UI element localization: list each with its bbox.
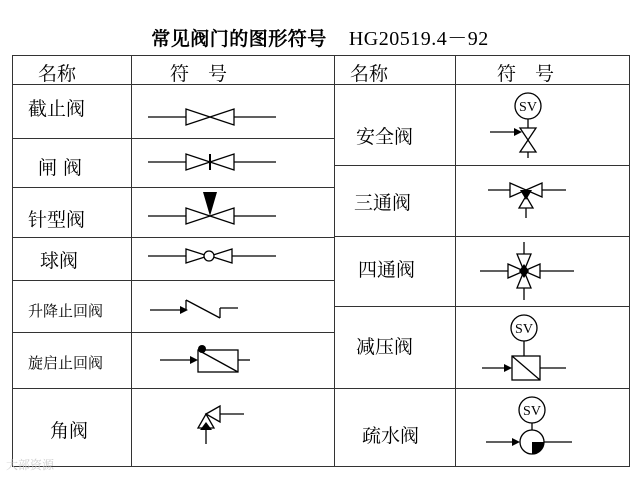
angle-valve-symbol bbox=[192, 402, 252, 446]
row-divider bbox=[12, 187, 334, 188]
title-text: 常见阀门的图形符号 bbox=[151, 28, 327, 50]
valve-name: 四通阀 bbox=[358, 259, 416, 281]
valve-name: 减压阀 bbox=[356, 336, 414, 358]
valve-name: 安全阀 bbox=[356, 126, 414, 148]
needle-valve-symbol bbox=[148, 192, 278, 232]
column-divider bbox=[334, 55, 335, 467]
header-name-left: 名称 bbox=[38, 63, 77, 85]
row-divider bbox=[12, 280, 334, 281]
valve-name: 角阀 bbox=[50, 420, 89, 442]
sv-tag: SV bbox=[519, 100, 537, 115]
valve-name: 闸 阀 bbox=[38, 157, 83, 179]
ball-valve-symbol bbox=[148, 246, 278, 270]
valve-name: 截止阀 bbox=[28, 98, 86, 120]
header-name-right: 名称 bbox=[350, 63, 389, 85]
lift-check-valve-symbol bbox=[150, 296, 240, 322]
row-divider bbox=[12, 138, 334, 139]
header-symbol-left: 符 号 bbox=[170, 63, 228, 85]
three-way-valve-symbol bbox=[488, 178, 568, 218]
row-divider bbox=[12, 388, 334, 389]
standard-code: HG20519.4－92 bbox=[348, 28, 489, 50]
row-divider bbox=[12, 332, 334, 333]
row-divider bbox=[334, 388, 630, 389]
valve-name: 旋启止回阀 bbox=[28, 354, 104, 372]
page-title bbox=[0, 22, 640, 51]
header-symbol-right: 符 号 bbox=[497, 63, 555, 85]
pressure-reducing-valve-symbol bbox=[482, 312, 572, 382]
row-divider bbox=[12, 237, 334, 238]
row-divider bbox=[334, 236, 630, 237]
swing-check-valve-symbol bbox=[160, 342, 250, 376]
valve-name: 升降止回阀 bbox=[28, 302, 104, 320]
gate-valve-symbol bbox=[148, 150, 278, 174]
safety-valve-symbol bbox=[486, 90, 556, 158]
four-way-valve-symbol bbox=[480, 240, 576, 302]
watermark: 大部资源 bbox=[6, 458, 55, 472]
valve-name: 三通阀 bbox=[354, 192, 412, 214]
steam-trap-symbol bbox=[486, 394, 576, 460]
valve-name: 球阀 bbox=[40, 250, 79, 272]
row-divider bbox=[334, 306, 630, 307]
row-divider bbox=[334, 165, 630, 166]
column-divider bbox=[131, 55, 132, 467]
column-divider bbox=[455, 55, 456, 467]
valve-name: 疏水阀 bbox=[362, 425, 420, 447]
sv-tag: SV bbox=[523, 404, 541, 419]
valve-name: 针型阀 bbox=[28, 209, 86, 231]
sv-tag: SV bbox=[515, 322, 533, 337]
globe-valve-symbol bbox=[148, 105, 278, 129]
